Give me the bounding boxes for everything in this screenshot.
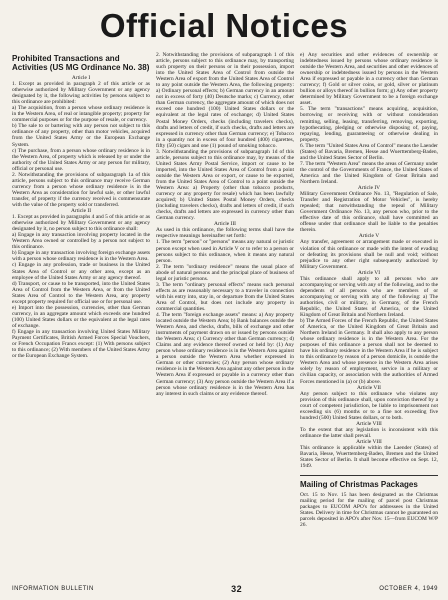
paragraph: 1. Except as provided in paragraph 2 of this article or as otherwise authorized by Military Government or any agency designated by it, the following activities by persons subject to this ordinance are prohibited:: [12, 81, 150, 106]
paragraph: 1. Except as provided in paragraphs 4 and 5 of this article or as otherwise authorized by Military Government or any agency designated by it, no person subject to this ordinance shall:: [12, 214, 150, 233]
divider: [300, 475, 438, 476]
paragraph: e) Any securities and other evidences of ownership or indebtedness issued by persons whose ordinary residence is outside the Western Area, and securities and other evidences of ownership or indebtedness issued by persons in the Western Area if expressed or payable in a currency other than German currency; f) Gold or silver coins, or gold, silver or platinum bullion or alloys thereof in bullion form; g) Any other property determined by Military Government to be a foreign exchange asset.: [300, 52, 438, 107]
paragraph: c) The purchase, from a person whose ordinary residence is in the Western Area, of property which is released by or under the authority of the United States Army or any person for military, official or personal use.: [12, 147, 150, 172]
page-number: 32: [231, 584, 243, 594]
paragraph: Any transfer, agreement or arrangement made or executed in violation of this ordinance or made with the intent of evading or defeating its provisions shall be null and void; without prejudice to any other right subsequently authorized by Military Government.: [300, 239, 438, 270]
page-footer: [12, 584, 438, 594]
article-2-title: Article II: [70, 208, 92, 215]
article-6-title: Article VI: [357, 269, 381, 276]
article-3-title: Article III: [214, 221, 236, 228]
article-5-title: Article V: [358, 233, 380, 240]
paragraph: 3. Notwithstanding the provisions of subparagraph 1d of this article, persons subject to this ordinance may, by means of the United States Army Postal Service, import or cause to be imported, into the United States Area of Control from a point outside the Western Area or export, or cause to be exported, from the United States Area of Control to a point outside the Western Area: a) Property (other than tobacco products, currency or any property for resale) which has been lawfully acquired; b) United States Postal Money Orders, checks (including travelers checks), drafts and letters of credit, if such checks, drafts and letters are expressed in currency other than German currency.: [156, 148, 294, 222]
paragraph: 5. The term "transactions" means acquiring, acquisition, borrowing or receiving with or without consideration remitting, selling, leasing, transferring, removing, exporting, hypothecating, pledging or otherwise disposing of, paying, repaying, lending, guaranteeing or otherwise dealing in property.: [300, 106, 438, 143]
paragraph: b) Engage in any transaction involving foreign exchange assets with a person whose ordinary residence is in the Western Area.: [12, 250, 150, 263]
article-7-title: Article VII: [357, 384, 381, 391]
paragraph: As used in this ordinance, the following terms shall have the respective meanings hereinafter set forth:: [156, 227, 294, 240]
paragraph: Military Government Ordinance No. 13, "Regulation of Sale, Transfer and Registration of Motor Vehicles", is hereby repealed; that notwithstanding the repeal of Military Government Ordinance No. 13, any person who, prior to the effective date of this ordinance, shall have committed an offense under that ordinance shall be liable to the penalties therein.: [300, 191, 438, 234]
column-3: [300, 52, 438, 578]
paragraph: Any person subject to this ordinance who violates any provision of this ordinance shall, upon conviction thereof by a court of competent jurisdiction, be liable to imprisonment not exceeding six (6) months or to a fine not exceeding five hundred (500) United States dollars, or to both.: [300, 390, 438, 421]
mailing-body: Oct. 15 to Nov. 15 has been designated as the Christmas mailing period for the mailing of parcel post Christmas packages to EUCOM APO's for addressees in the United States. Delivery in time for Christmas cannot be guaranteed on parcels deposited in APO's after Nov. 15—from EUCOM W/P 26.: [300, 492, 438, 529]
mailing-heading: Mailing of Christmas Packages: [300, 480, 418, 490]
paragraph: f) Engage in any transaction involving United States Military Payment Certificates, British Armed Forces Special Vouchers, or French Occupation Francs except: (1) With persons subject to this ordinance; (2) With members of the United States Army or the European Exchange System.: [12, 328, 150, 360]
paragraph: a) The acquisition, from a person whose ordinary residence is in the Western Area, of real or intangible property; property for commercial purposes or for the purpose of resale, or currency.: [12, 105, 150, 124]
text-columns: [12, 52, 438, 578]
paragraph: To the extent that any legislation is inconsistent with this ordinance the latter shall prevail.: [300, 426, 438, 439]
paragraph: c) Engage in any profession, trade or business in the United States Area of Control or any other area, except as an employee of the United States Army or any agency thereof.: [12, 262, 150, 281]
paragraph: 4. The term "foreign exchange assets" means: a) Any property located outside the Western Area; b) Bank balances outside the Western Area, and checks, drafts, bills of exchange and other instruments of payment drawn on or issued by persons outside the Western Area; c) Currency other than German currency; d) Claims and any evidence thereof owned or held by: (1) Any person whose ordinary residence is in the Western Area against a person outside the Western Area whether expressed in German or other currencies; (2) Any person whose ordinary residence is in the Western Area against any other person in the Western Area if expressed or payable in a currency other than German currency; (3) Any person outside the Western Area if a person whose ordinary residence is in the Western Area has any interest in such claims or any evidence thereof.: [156, 312, 294, 397]
paragraph: 6. The term "United States Area of Control" means the Laender (States) of Bavaria, Bremen, Hesse and Wuerttemberg-Baden, and the United States Sector of Berlin.: [300, 142, 438, 161]
column-1: [12, 52, 150, 578]
paragraph: 3. The term "ordinary personal effects" means such personal effects as are reasonably necessary to a traveler in connection with his entry into, stay in, or departure from the United States Area of Control, but does not include any property in commercial quantities.: [156, 281, 294, 312]
article-9-title: Article VIII: [356, 439, 382, 445]
article-1-title: Article I: [71, 75, 91, 81]
issue-date: OCTOBER 4, 1949: [379, 586, 438, 592]
paragraph: b) The sale to or bartering with any person not subject to this ordinance of any property, other than motor vehicles, acquired from the United States Army or the European Exchange System.: [12, 123, 150, 148]
paragraph: 1. The term "person" or "persons" means any natural or juristic person except when used in Article V or to refer to a person or persons subject to this ordinance, when it means any natural person.: [156, 239, 294, 264]
paragraph: 2. The term "ordinary residence" means the usual place of abode of natural persons and the principal place of business of legal or juristic persons.: [156, 263, 294, 282]
paragraph: 2. Notwithstanding the provisions of subparagraph 1 of this article, persons subject to this ordinance may, by transporting such property on their persons or in their possession, import into the United States Area of Control from outside the Western Area of export from the United States Area of Control to any point outside the Western Area, the following property: a) Ordinary personal effects; b) German currency in an amount not in excess of forty (40) Deutsche marks; c) Currency, other than German currency, the aggregate amount of which does not exceed one hundred (100) United States dollars or the equivalent at the legal rates of exchange; d) United States Postal Money Orders, checks (including travelers checks), drafts and letters of credit, if such checks, drafts and letters are expressed in currency other than German currency; e) Tobacco in a quantity not in excess of four hundred (400) cigarettes, fifty (50) cigars and one (1) pound of smoking tobacco.: [156, 52, 294, 149]
paragraph: e) Import into the possession, currencies, other than German currency, in an aggregate amount which exceeds one hundred (100) United States dollars or the equivalent at the legal rates of exchange.: [12, 304, 150, 329]
paragraph: b) The Armed Forces of the French Republic, the United States of America, or the United Kingdom of Great Britain and Northern Ireland in Germany. It shall also apply to any person whose ordinary residence is in the Western Area. For the purposes of this ordinance a person shall not be deemed to have his ordinary residence in the Western Area if he is subject to this ordinance by reason of a person domicile, is outside the Western Area and whose presence in the Western Area arises solely by reason of employment, service in a military or civilian capacity, or association with the authorities of Armed Forces mentioned in (a) or (b) above.: [300, 318, 438, 385]
paragraph: a) Engage in any transaction involving property located in the Western Area owned or controlled by a person not subject to this ordinance.: [12, 232, 150, 251]
page-title: Official Notices: [99, 7, 349, 44]
article-4-title: Article IV: [357, 185, 381, 192]
column-2: [156, 52, 294, 578]
paragraph: This ordinance is applicable within the Laender (States) of Bavaria, Hesse, Wuerttemberg-Baden, Bremen and the United States Sector of Berlin. It shall become effective on Sept. 12, 1949.: [300, 445, 438, 470]
paragraph: This ordinance shall apply to all persons who are accompanying or serving with any of the following, and to the dependents of all persons who are members of or accompanying or serving with any of the following: a) The authorities, civil or military, in Germany, of the French Republic, the United States of America, or the United Kingdom of Great Britain and Northern Ireland.: [300, 275, 438, 319]
ordinance-heading: Prohibited Transactions and Activities (US MG Ordinance No. 38): [12, 54, 150, 72]
article-8-title: Article VIII: [356, 420, 382, 427]
paragraph: d) Transport, or cause to be transported, into the United States Area of Control from the Western Area, or from the United States Area of Control to the Western Area, any property except property required for official use or for personal use.: [12, 280, 150, 305]
paragraph: 2. Notwithstanding the provisions of subparagraph 1a of this article, persons subject to this ordinance may receive German currency from a person whose ordinary residence is in the Western Area as consideration for lawful sale, or other lawful transfer, of property if the currency received is commensurate with the value of the property sold or transferred.: [12, 171, 150, 208]
publication-name: INFORMATION BULLETIN: [12, 586, 94, 592]
paragraph: 7. The term "Western Area" means the areas of Germany under the control of the Governments of France, the United States of America and the United Kingdom of Great Britain and Northern Ireland.: [300, 160, 438, 185]
